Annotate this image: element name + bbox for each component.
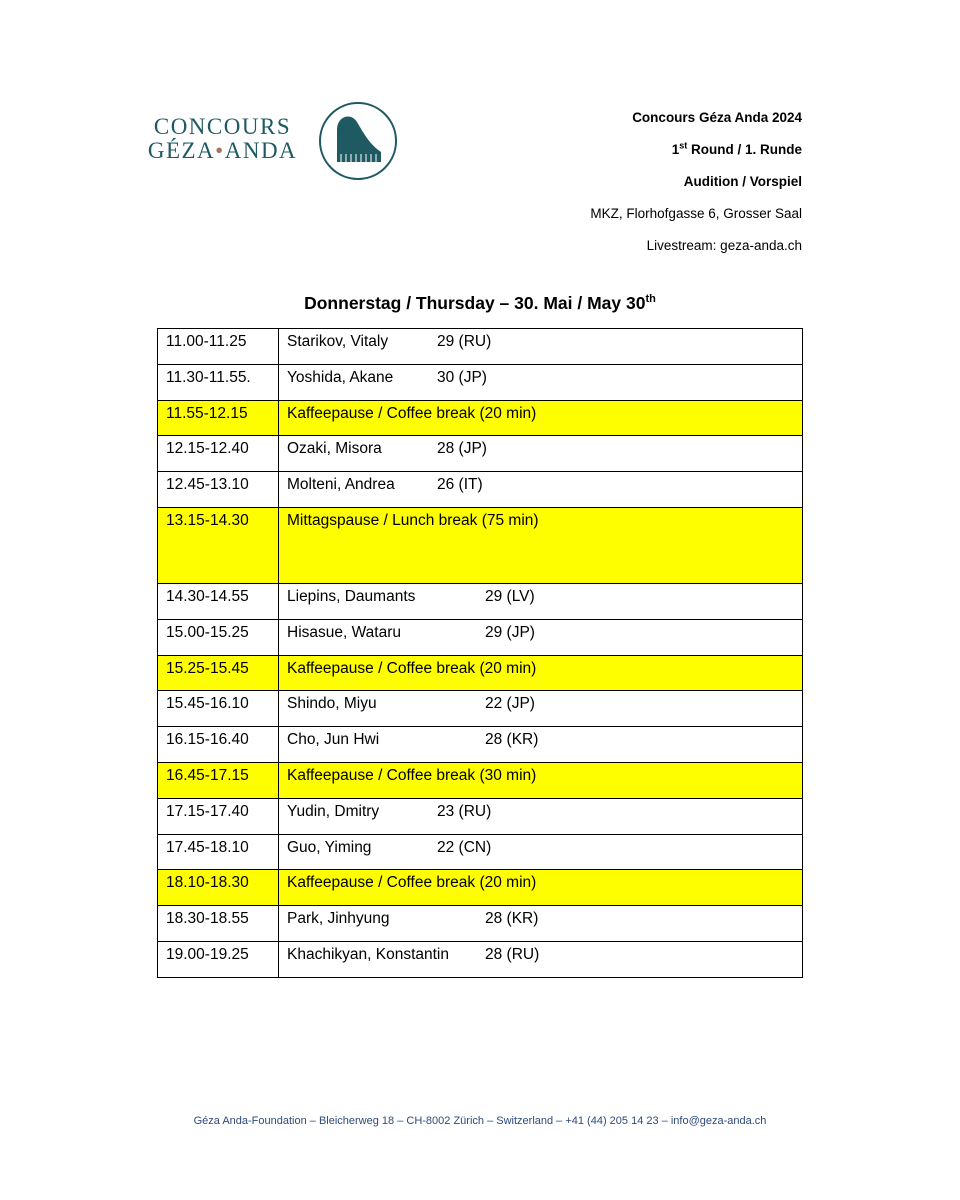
participant-cell: [279, 364, 803, 400]
schedule-row: [158, 941, 803, 977]
participant-age-country: 29 (RU): [437, 333, 492, 350]
participant-cell: [279, 329, 803, 365]
participant-name: Starikov, Vitaly: [287, 333, 389, 350]
participant-age-country: 22 (JP): [485, 695, 535, 713]
time-cell: 17.15-17.40: [158, 798, 279, 834]
participant-name: Yudin, Dmitry: [287, 802, 380, 820]
event-info: [590, 102, 802, 262]
break-cell: Kaffeepause / Coffee break (30 min): [279, 762, 803, 798]
audition-line: Audition / Vorspiel: [683, 174, 802, 189]
event-title: Concours Géza Anda 2024: [632, 110, 802, 125]
schedule-table: [157, 328, 803, 978]
time-cell: 15.00-15.25: [158, 619, 279, 655]
participant-age-country: 23 (RU): [437, 802, 492, 820]
venue-line: MKZ, Florhofgasse 6, Grosser Saal: [590, 206, 802, 221]
schedule-row: [158, 436, 803, 472]
time-cell: 19.00-19.25: [158, 941, 279, 977]
day-heading-suffix: th: [645, 293, 656, 306]
participant-age-country: 28 (KR): [485, 910, 539, 928]
piano-emblem-icon: [317, 100, 399, 182]
round-suffix: st: [679, 140, 688, 151]
time-cell: 15.25-15.45: [158, 655, 279, 691]
schedule-row: [158, 906, 803, 942]
schedule-row: [158, 329, 803, 365]
participant-age-country: 30 (JP): [437, 368, 487, 386]
break-cell: Kaffeepause / Coffee break (20 min): [279, 655, 803, 691]
participant-cell: [279, 691, 803, 727]
logo-geza: GÉZA: [147, 138, 216, 163]
schedule-row: [158, 583, 803, 619]
concours-logo: [140, 97, 400, 185]
day-heading-text: Donnerstag / Thursday – 30. Mai / May 30: [304, 293, 646, 313]
schedule-row: [158, 798, 803, 834]
logo-line-1: CONCOURS: [153, 114, 292, 139]
time-cell: 16.15-16.40: [158, 727, 279, 763]
round-line: [590, 134, 802, 166]
participant-cell: [279, 941, 803, 977]
participant-age-country: 26 (IT): [437, 476, 483, 494]
break-cell: Kaffeepause / Coffee break (20 min): [279, 400, 803, 436]
round-text: Round / 1. Runde: [687, 142, 802, 157]
schedule-row: [158, 870, 803, 906]
time-cell: 11.30-11.55.: [158, 364, 279, 400]
time-cell: 18.10-18.30: [158, 870, 279, 906]
time-cell: 15.45-16.10: [158, 691, 279, 727]
participant-age-country: 28 (KR): [485, 731, 539, 749]
participant-name: Park, Jinhyung: [287, 910, 390, 928]
participant-name: Shindo, Miyu: [287, 695, 377, 713]
participant-cell: [279, 619, 803, 655]
break-cell: Mittagspause / Lunch break (75 min): [279, 507, 803, 583]
schedule-row: [158, 691, 803, 727]
time-cell: 11.00-11.25: [158, 329, 279, 365]
time-cell: 16.45-17.15: [158, 762, 279, 798]
schedule-row: [158, 762, 803, 798]
logo-dot: •: [215, 138, 225, 163]
logo-line-2: [140, 139, 305, 163]
participant-cell: [279, 583, 803, 619]
livestream-line: Livestream: geza-anda.ch: [646, 238, 802, 253]
participant-name: Molteni, Andrea: [287, 476, 395, 494]
participant-name: Cho, Jun Hwi: [287, 731, 380, 749]
participant-cell: [279, 727, 803, 763]
participant-age-country: 28 (JP): [437, 440, 487, 458]
schedule-row: [158, 619, 803, 655]
schedule-row: [158, 507, 803, 583]
participant-name: Hisasue, Wataru: [287, 623, 401, 641]
schedule-row: [158, 400, 803, 436]
time-cell: 17.45-18.10: [158, 834, 279, 870]
round-number: 1: [671, 142, 680, 157]
day-heading: [0, 293, 960, 314]
participant-age-country: 29 (LV): [485, 587, 535, 605]
time-cell: 12.45-13.10: [158, 472, 279, 508]
schedule-row: [158, 364, 803, 400]
time-cell: 14.30-14.55: [158, 583, 279, 619]
time-cell: 11.55-12.15: [158, 400, 279, 436]
participant-age-country: 22 (CN): [437, 838, 492, 856]
schedule-row: [158, 727, 803, 763]
participant-cell: [279, 798, 803, 834]
participant-cell: [279, 906, 803, 942]
participant-name: Guo, Yiming: [287, 838, 372, 856]
participant-cell: [279, 834, 803, 870]
time-cell: 13.15-14.30: [158, 507, 279, 583]
schedule-row: [158, 834, 803, 870]
schedule-row: [158, 472, 803, 508]
schedule-row: [158, 655, 803, 691]
footer-contact: Géza Anda-Foundation – Bleicherweg 18 – CH-8002 Zürich – Switzerland – +41 (44) 205 14 23 – info@geza-anda.ch: [193, 1115, 767, 1127]
participant-name: Yoshida, Akane: [287, 368, 394, 386]
participant-name: Liepins, Daumants: [287, 587, 416, 605]
participant-name: Khachikyan, Konstantin: [287, 945, 449, 963]
time-cell: 12.15-12.40: [158, 436, 279, 472]
time-cell: 18.30-18.55: [158, 906, 279, 942]
participant-cell: [279, 472, 803, 508]
participant-age-country: 28 (RU): [485, 945, 540, 963]
participant-age-country: 29 (JP): [485, 623, 535, 641]
schedule-body: [158, 329, 803, 978]
logo-wordmark: [140, 115, 305, 163]
participant-name: Ozaki, Misora: [287, 440, 382, 458]
participant-cell: [279, 436, 803, 472]
break-cell: Kaffeepause / Coffee break (20 min): [279, 870, 803, 906]
logo-anda: ANDA: [224, 138, 298, 163]
